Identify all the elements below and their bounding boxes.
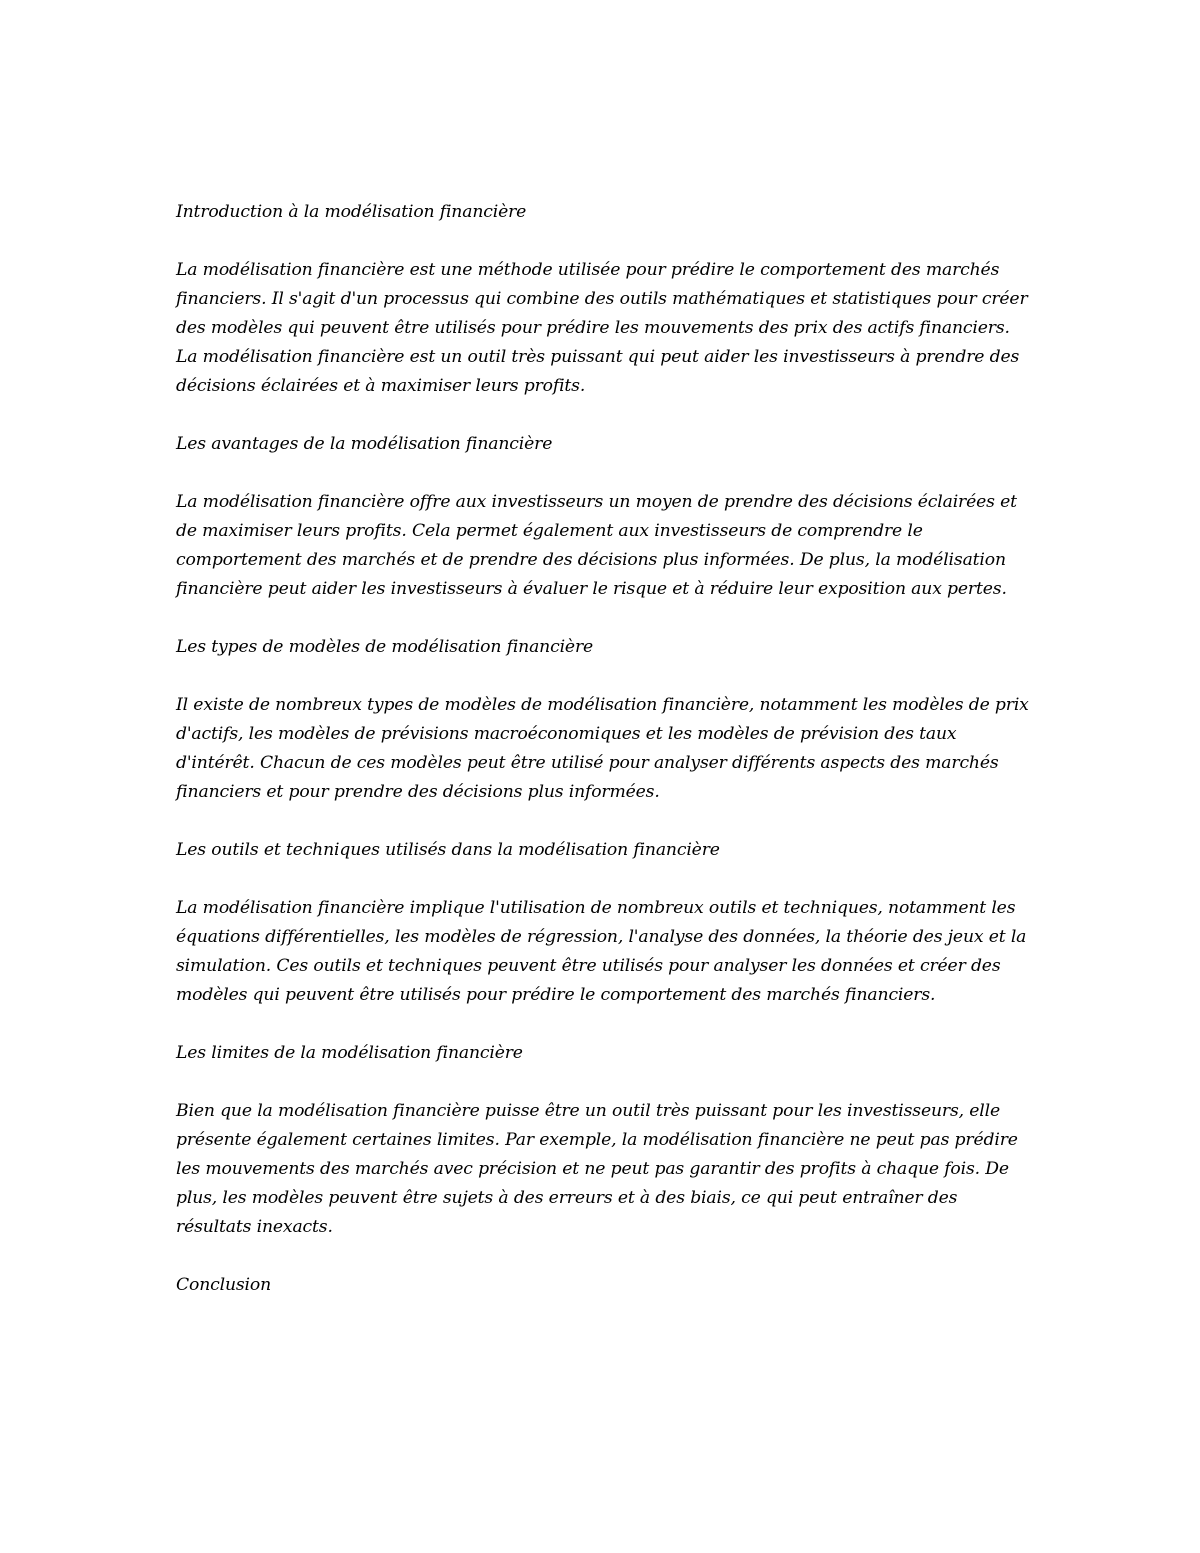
section-heading-outils: Les outils et techniques utilisés dans la modélisation financière bbox=[176, 840, 720, 860]
document-body bbox=[176, 198, 1036, 1329]
section-paragraph-introduction: La modélisation financière est une méthode utilisée pour prédire le comportement des marchés financiers. Il s'agit d'un processus qui combine des outils mathématiques et statistiques pour créer des modèles qui peuvent être utilisés pour prédire les mouvements des prix des actifs financiers. La modélisation financière est un outil très puissant qui peut aider les investisseurs à prendre des décisions éclairées et à maximiser leurs profits. bbox=[176, 260, 1028, 396]
section-paragraph-limites: Bien que la modélisation financière puisse être un outil très puissant pour les investisseurs, elle présente également certaines limites. Par exemple, la modélisation financière ne peut pas prédire les mouvements des marchés avec précision et ne peut pas garantir des profits à chaque fois. De plus, les modèles peuvent être sujets à des erreurs et à des biais, ce qui peut entraîner des résultats inexacts. bbox=[176, 1101, 1018, 1237]
section-paragraph-types: Il existe de nombreux types de modèles de modélisation financière, notamment les modèles de prix d'actifs, les modèles de prévisions macroéconomiques et les modèles de prévision des taux d'intérêt. Chacun de ces modèles peut être utilisé pour analyser différents aspects des marchés financiers et pour prendre des décisions plus informées. bbox=[176, 695, 1029, 802]
section-paragraph-outils: La modélisation financière implique l'utilisation de nombreux outils et techniques, notamment les équations différentielles, les modèles de régression, l'analyse des données, la théorie des jeux et la simulation. Ces outils et techniques peuvent être utilisés pour analyser les données et créer des modèles qui peuvent être utilisés pour prédire le comportement des marchés financiers. bbox=[176, 898, 1027, 1005]
section-heading-limites: Les limites de la modélisation financière bbox=[176, 1043, 523, 1063]
section-heading-types: Les types de modèles de modélisation financière bbox=[176, 637, 594, 657]
section-heading-introduction: Introduction à la modélisation financière bbox=[176, 202, 527, 222]
section-heading-conclusion: Conclusion bbox=[176, 1275, 271, 1295]
section-paragraph-avantages: La modélisation financière offre aux investisseurs un moyen de prendre des décisions éclairées et de maximiser leurs profits. Cela permet également aux investisseurs de comprendre le comportement des marchés et de prendre des décisions plus informées. De plus, la modélisation financière peut aider les investisseurs à évaluer le risque et à réduire leur exposition aux pertes. bbox=[176, 492, 1017, 599]
section-heading-avantages: Les avantages de la modélisation financière bbox=[176, 434, 553, 454]
